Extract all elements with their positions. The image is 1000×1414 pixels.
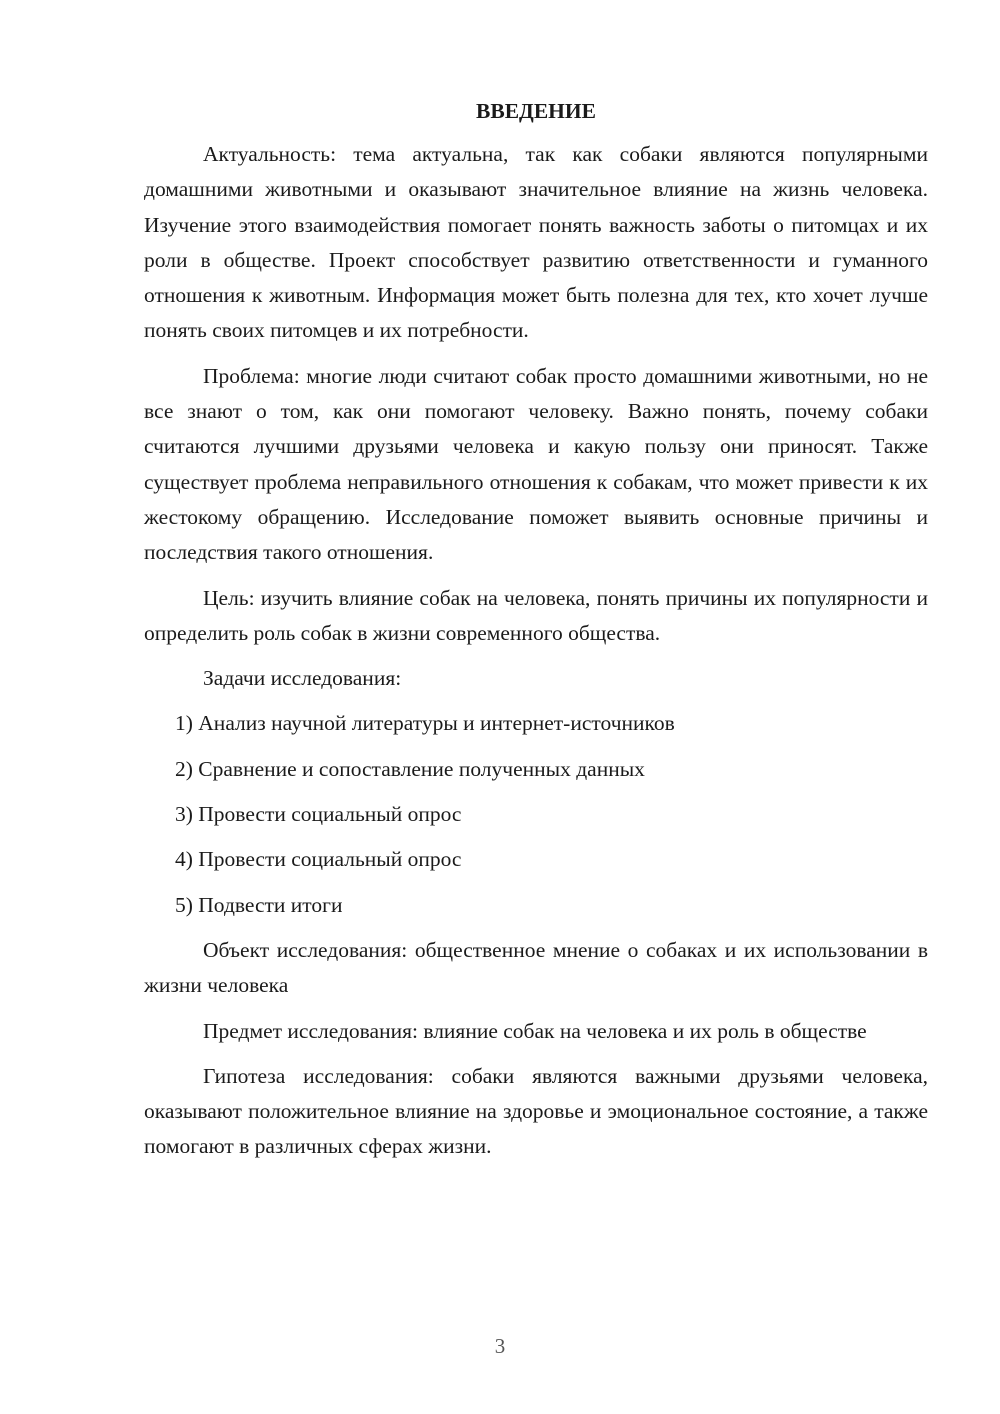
- page-title: ВВЕДЕНИЕ: [476, 99, 596, 123]
- goal-paragraph: Цель: изучить влияние собак на человека, понять причины их популярности и определить роль собак в жизни современного общества.: [144, 585, 928, 645]
- document-page: [144, 95, 928, 1165]
- object-paragraph: Объект исследования: общественное мнение о собаках и их использовании в жизни человека: [144, 937, 928, 998]
- tasks-heading: Задачи исследования:: [203, 666, 402, 691]
- list-item: 5) Подвести итоги: [175, 892, 343, 917]
- problem-paragraph: Проблема: многие люди считают собак просто домашними животными, но не все знают о том, как они помогают человеку. Важно понять, почему собаки считаются лучшими друзьями человека и какую пользу они приносят. Также существует проблема неправильного отношения к собакам, что может привести к их жестокому обращению. Исследование поможет выявить основные причины и последствия такого отношения.: [144, 363, 928, 565]
- hypothesis-paragraph: Гипотеза исследования: собаки являются важными друзьями человека, оказывают положительное влияние на здоровье и эмоциональное состояние, а также помогают в различных сферах жизни.: [144, 1063, 928, 1159]
- list-item: 1) Анализ научной литературы и интернет-источников: [175, 711, 675, 736]
- subject-paragraph: Предмет исследования: влияние собак на человека и их роль в обществе: [203, 1018, 867, 1043]
- page-number: 3: [494, 1334, 506, 1358]
- relevance-paragraph: Актуальность: тема актуальна, так как собаки являются популярными домашними животными и оказывают значительное влияние на жизнь человека. Изучение этого взаимодействия помогает понять важность заботы о питомцах и их роли в обществе. Проект способствует развитию ответственности и гуманного отношения к животным. Информация может быть полезна для тех, кто хочет лучше понять своих питомцев и их потребности.: [144, 142, 928, 343]
- list-item: 4) Провести социальный опрос: [175, 847, 462, 872]
- list-item: 3) Провести социальный опрос: [175, 802, 462, 827]
- list-item: 2) Сравнение и сопоставление полученных данных: [175, 756, 645, 781]
